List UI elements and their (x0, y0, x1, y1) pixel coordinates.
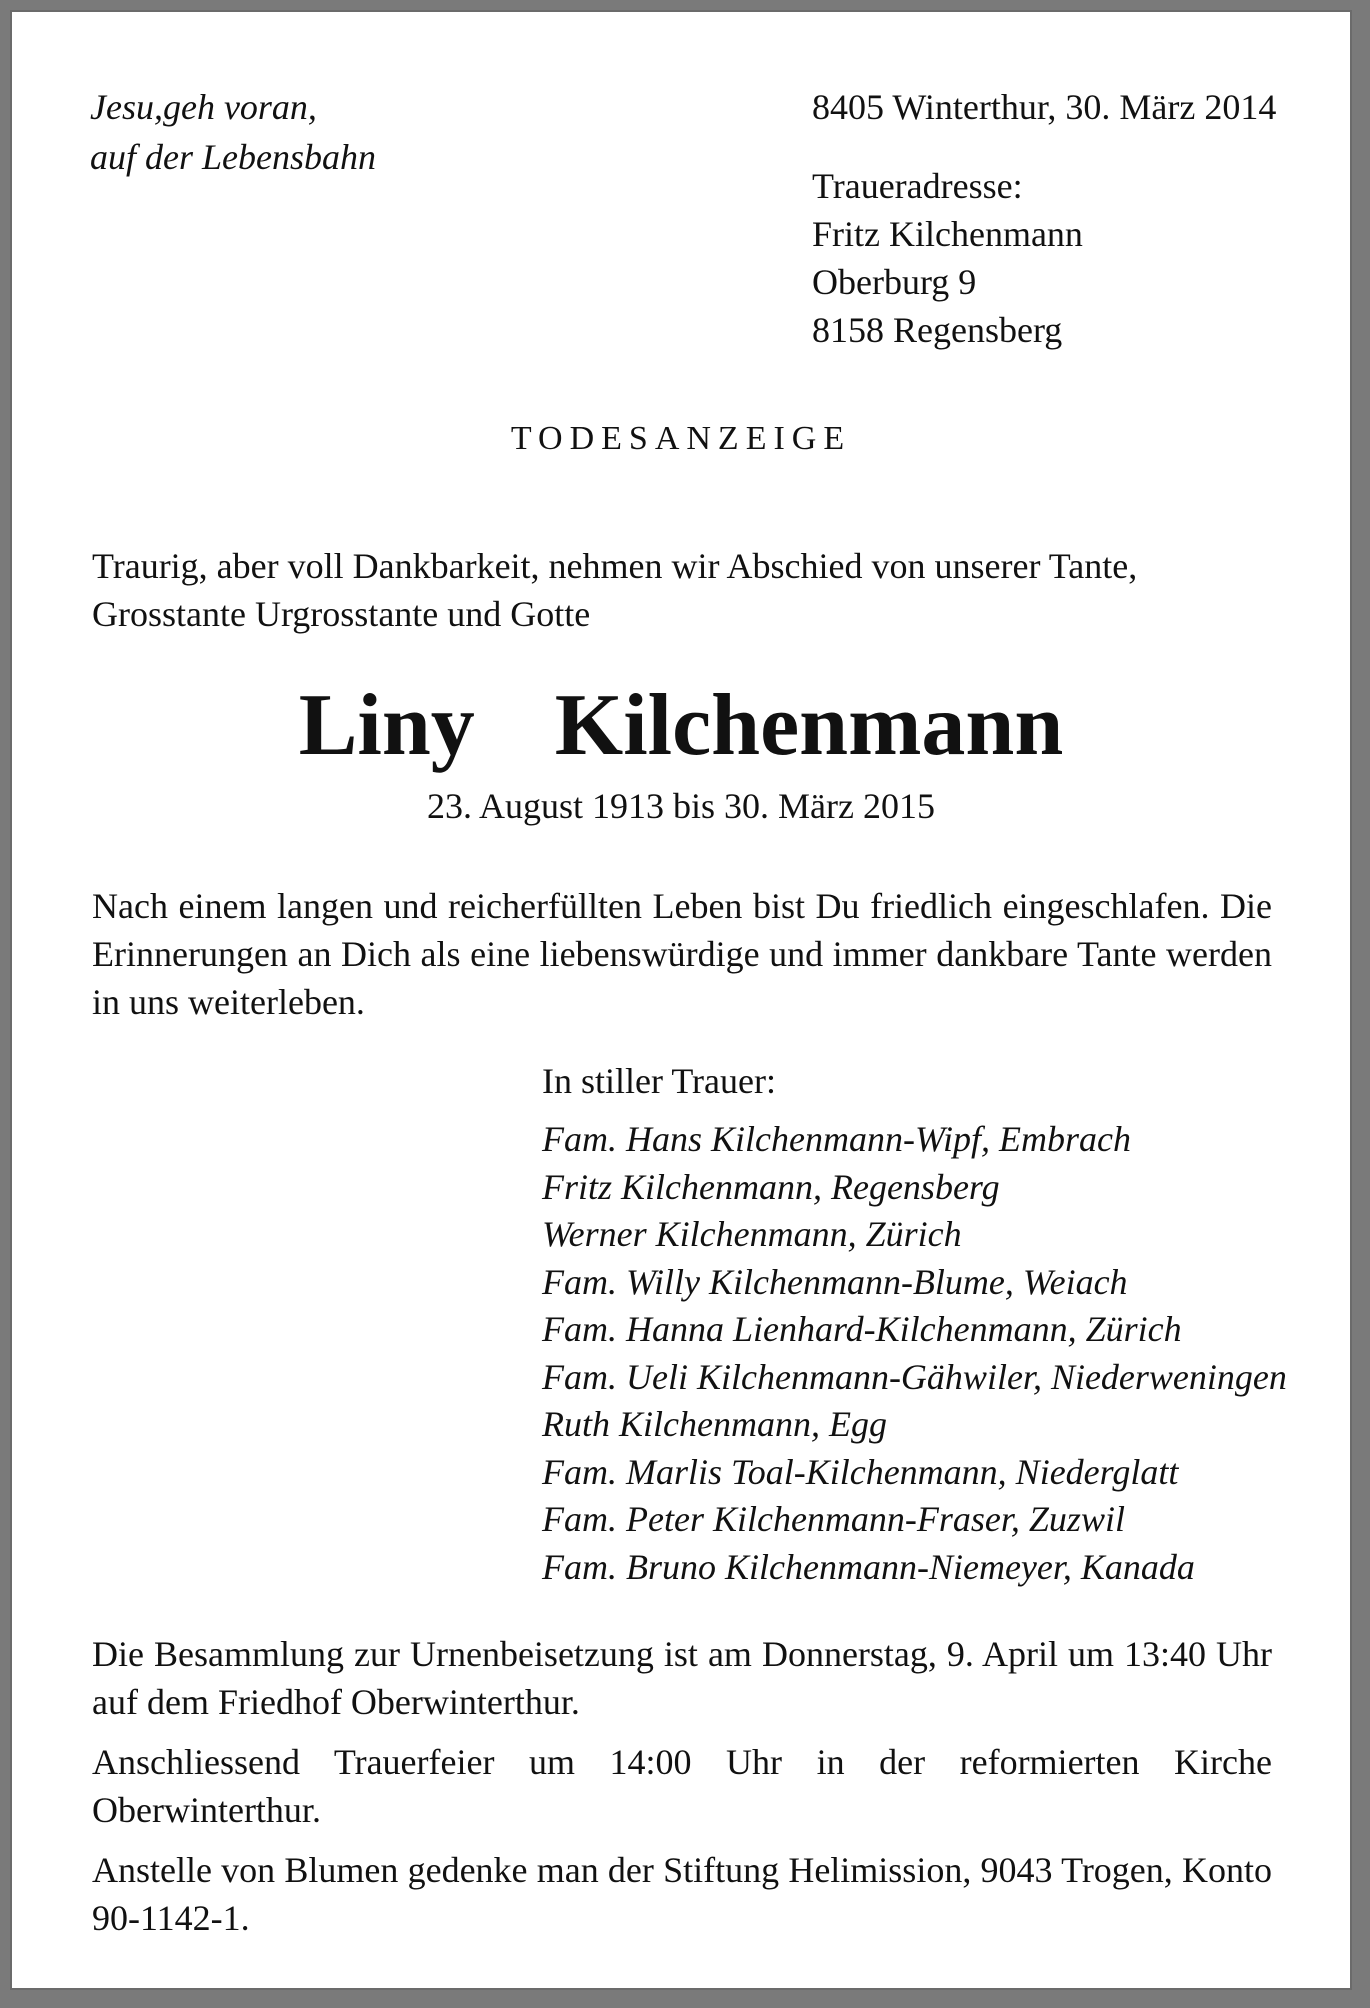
death-notice-page (10, 10, 1352, 1990)
assembly-info: Die Besammlung zur Urnenbeisetzung ist am Donnerstag, 9. April um 13:40 Uhr auf dem Friedhof Oberwinterthur. (92, 1634, 1272, 1722)
service-info: Anschliessend Trauerfeier um 14:00 Uhr in der reformierten Kirche Oberwinterthur. (92, 1742, 1272, 1830)
mourner-item: Fam. Willy Kilchenmann-Blume, Weiach (542, 1261, 1128, 1302)
memorial-paragraph: Nach einem langen und reicherfüllten Leben bist Du friedlich eingeschlafen. Die Erinnerungen an Dich als eine liebenswürdige und immer dankbare Tante werden in uns weiterleben. (92, 886, 1272, 1022)
intro-text: Traurig, aber voll Dankbarkeit, nehmen wir Abschied von unserer Tante, Grosstante Urgrosstante und Gotte (92, 546, 1138, 634)
mourner-item: Fritz Kilchenmann, Regensberg (542, 1166, 1000, 1207)
donation-info: Anstelle von Blumen gedenke man der Stiftung Helimission, 9043 Trogen, Konto 90-1142-1. (92, 1850, 1272, 1938)
mourning-address (812, 162, 1083, 354)
address-street: Oberburg 9 (812, 262, 977, 302)
mourner-item: Fam. Peter Kilchenmann-Fraser, Zuzwil (542, 1499, 1125, 1539)
address-name: Fritz Kilchenmann (812, 214, 1083, 254)
bible-motto (90, 82, 376, 182)
mourner-item: Fam. Ueli Kilchenmann-Gähwiler, Niederweningen (542, 1356, 1287, 1397)
mourner-item: Fam. Bruno Kilchenmann-Niemeyer, Kanada (542, 1546, 1195, 1587)
mourners-list (542, 1116, 1287, 1591)
mourner-item: Fam. Hans Kilchenmann-Wipf, Embrach (542, 1119, 1131, 1159)
closing-info (92, 1630, 1272, 1954)
mourning-label: In stiller Trauer: (542, 1061, 776, 1101)
motto-line-1: Jesu,geh voran, (90, 87, 317, 127)
motto-line-2: auf der Lebensbahn (90, 137, 376, 177)
notice-heading: TODESANZEIGE (510, 420, 852, 457)
address-label: Traueradresse: (812, 166, 1023, 206)
life-dates: 23. August 1913 bis 30. März 2015 (427, 786, 935, 826)
address-city: 8158 Regensberg (812, 310, 1063, 350)
mourner-item: Ruth Kilchenmann, Egg (542, 1404, 887, 1444)
mourner-item: Fam. Marlis Toal-Kilchenmann, Niederglatt (542, 1451, 1179, 1492)
deceased-name: Liny Kilchenmann (298, 677, 1064, 774)
mourner-item: Werner Kilchenmann, Zürich (542, 1214, 962, 1254)
place-and-date: 8405 Winterthur, 30. März 2014 (812, 87, 1277, 127)
mourner-item: Fam. Hanna Lienhard-Kilchenmann, Zürich (542, 1309, 1182, 1349)
